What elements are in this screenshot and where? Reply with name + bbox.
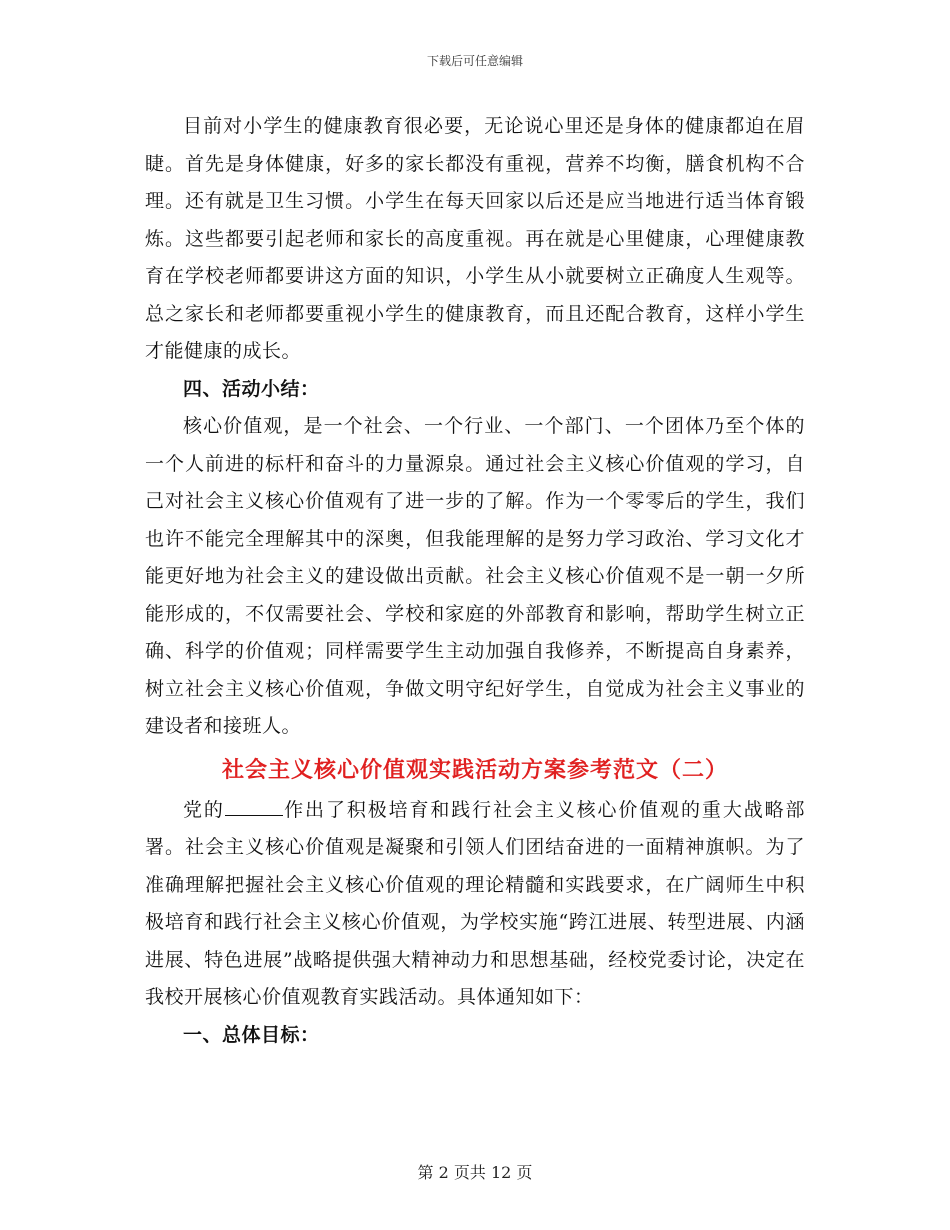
- page-header: 下载后可任意编辑: [426, 54, 523, 68]
- paragraph-health-education: 目前对小学生的健康教育很必要，无论说心里还是身体的健康都迫在眉睫。首先是身体健康，好多的家长都没有重视，营养不均衡，膳食机构不合理。还有就是卫生习惯。小学生在每天回家以后还是应当地进行适当体育锻炼。这些都要引起老师和家长的高度重视。再在就是心里健康，心理健康教育在学校老师都要讲这方面的知识，小学生从小就要树立正确度人生观等。总之家长和老师都要重视小学生的健康教育，而且还配合教育，这样小学生才能健康的成长。: [145, 115, 805, 362]
- paragraph-core-values: 核心价值观，是一个社会、一个行业、一个部门、一个团体乃至个体的一个人前进的标杆和奋斗的力量源泉。通过社会主义核心价值观的学习，自己对社会主义核心价值观有了进一步的了解。作为一个零零后的学生，我们也许不能完全理解其中的深奥，但我能理解的是努力学习政治、学习文化才能更好地为社会主义的建设做出贡献。社会主义核心价值观不是一朝一夕所能形成的，不仅需要社会、学校和家庭的外部教育和影响，帮助学生树立正确、科学的价值观；同样需要学生主动加强自我修养，不断提高自身素养，树立社会主义核心价值观，争做文明守纪好学生，自觉成为社会主义事业的建设者和接班人。: [145, 415, 805, 737]
- paragraph-start: 党的: [183, 798, 225, 821]
- section-title: 社会主义核心价值观实践活动方案参考范文（二）: [221, 756, 728, 783]
- heading-activity-summary: 四、活动小结：: [183, 377, 320, 400]
- paragraph-rest: 作出了积极培育和践行社会主义核心价值观的重大战略部署。社会主义核心价值观是凝聚和引领人们团结奋进的一面精神旗帜。为了准确理解把握社会主义核心价值观的理论精髓和实践要求，在广阔师生中积极培育和践行社会主义核心价值观，为学校实施“跨江进展、转型进展、内涵进展、特色进展”战略提供强大精神动力和思想基础，经校党委讨论，决定在我校开展核心价值观教育实践活动。具体通知如下：: [145, 798, 805, 1008]
- page-footer: 第 2 页共 12 页: [417, 1163, 533, 1182]
- paragraph-party-deployment: [145, 792, 805, 1017]
- heading-overall-goal: 一、总体目标：: [183, 1023, 320, 1046]
- blank-underline: [225, 797, 283, 816]
- document-body: [145, 108, 805, 1054]
